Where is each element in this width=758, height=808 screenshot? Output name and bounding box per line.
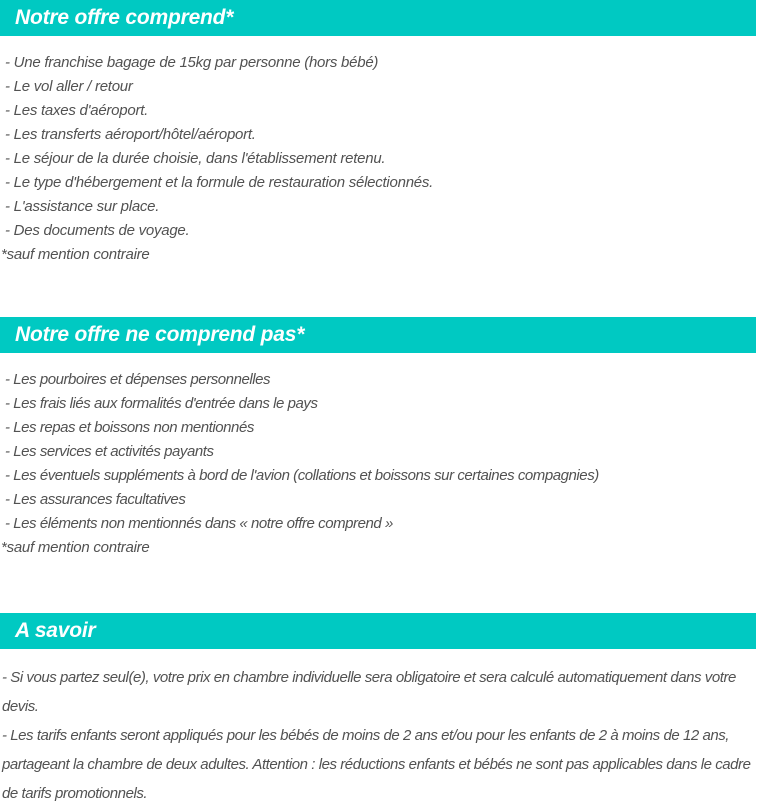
section-excluded-title: Notre offre ne comprend pas*	[15, 323, 305, 346]
included-list-item: - Le séjour de la durée choisie, dans l'établissement retenu.	[5, 150, 386, 167]
section-know-header-bar	[0, 613, 756, 649]
section-know-title: A savoir	[15, 619, 96, 642]
included-list-item: - Le type d'hébergement et la formule de restauration sélectionnés.	[5, 174, 434, 191]
excluded-list-item: - Les repas et boissons non mentionnés	[5, 419, 254, 436]
included-list-item: - Une franchise bagage de 15kg par personne (hors bébé)	[5, 54, 379, 71]
section-included-header-bar	[0, 0, 756, 36]
section-excluded-header-bar	[0, 317, 756, 353]
good-to-know-paragraphs	[0, 663, 758, 808]
section-offer-excluded	[0, 317, 758, 560]
included-list-item: - Le vol aller / retour	[5, 78, 133, 95]
excluded-footnote: *sauf mention contraire	[1, 539, 150, 556]
section-good-to-know	[0, 613, 758, 808]
section-included-title: Notre offre comprend*	[15, 6, 234, 29]
section-offer-included	[0, 0, 758, 267]
included-list-item: - Les transferts aéroport/hôtel/aéroport.	[5, 126, 256, 143]
excluded-items-list	[0, 368, 758, 536]
included-footnote: *sauf mention contraire	[1, 246, 150, 263]
included-list-item: - Les taxes d'aéroport.	[5, 102, 149, 119]
good-to-know-paragraph: - Les tarifs enfants seront appliqués pour les bébés de moins de 2 ans et/ou pour les enfants de 2 à moins de 12 ans, partageant la chambre de deux adultes. Attention : les réductions enfants et bébés ne sont pas applicables dans le cadre de tarifs promotionnels.	[2, 727, 751, 802]
excluded-list-item: - Les assurances facultatives	[5, 491, 186, 508]
excluded-list-item: - Les pourboires et dépenses personnelles	[5, 371, 271, 388]
excluded-list-item: - Les frais liés aux formalités d'entrée dans le pays	[5, 395, 318, 412]
good-to-know-paragraph: - Si vous partez seul(e), votre prix en chambre individuelle sera obligatoire et sera calculé automatiquement dans votre devis.	[2, 669, 736, 715]
excluded-list-item: - Les éléments non mentionnés dans « notre offre comprend »	[5, 515, 393, 532]
included-list-item: - Des documents de voyage.	[5, 222, 190, 239]
excluded-list-item: - Les éventuels suppléments à bord de l'avion (collations et boissons sur certaines compagnies)	[5, 467, 599, 484]
included-list-item: - L'assistance sur place.	[5, 198, 160, 215]
included-items-list	[0, 51, 758, 243]
excluded-list-item: - Les services et activités payants	[5, 443, 214, 460]
